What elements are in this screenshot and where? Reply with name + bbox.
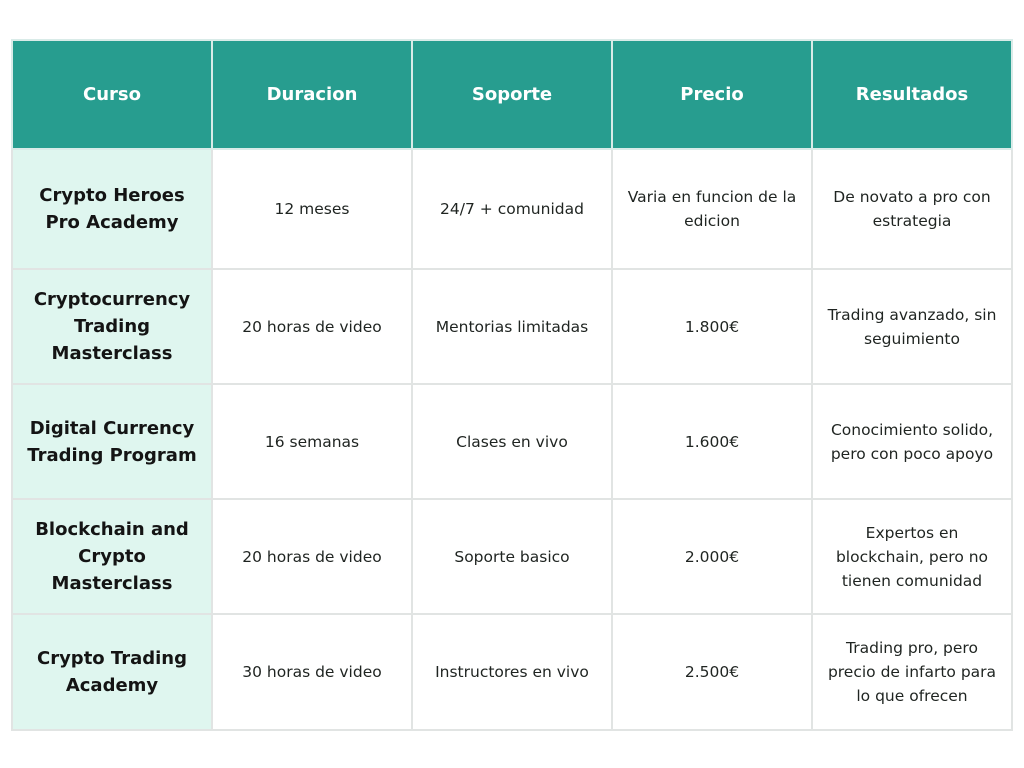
cell-duracion: 16 semanas (212, 384, 412, 499)
header-resultados: Resultados (812, 40, 1012, 149)
cell-soporte: Instructores en vivo (412, 614, 612, 730)
cell-curso: Digital Currency Trading Program (12, 384, 212, 499)
cell-soporte: Mentorias limitadas (412, 269, 612, 384)
header-precio: Precio (612, 40, 812, 149)
table-body (12, 149, 1012, 730)
cell-resultados: Trading pro, pero precio de infarto para lo que ofrecen (812, 614, 1012, 730)
cell-duracion: 30 horas de video (212, 614, 412, 730)
cell-duracion: 20 horas de video (212, 269, 412, 384)
table-row (12, 614, 1012, 730)
cell-curso: Crypto Heroes Pro Academy (12, 149, 212, 269)
header-curso: Curso (12, 40, 212, 149)
cell-precio: 2.500€ (612, 614, 812, 730)
table-row (12, 269, 1012, 384)
table-row (12, 499, 1012, 614)
cell-precio: 2.000€ (612, 499, 812, 614)
cell-duracion: 20 horas de video (212, 499, 412, 614)
course-comparison-table (11, 39, 1013, 731)
table-header (12, 40, 1012, 149)
cell-curso: Blockchain and Crypto Masterclass (12, 499, 212, 614)
cell-soporte: Clases en vivo (412, 384, 612, 499)
cell-soporte: 24/7 + comunidad (412, 149, 612, 269)
table-row (12, 384, 1012, 499)
header-soporte: Soporte (412, 40, 612, 149)
header-duracion: Duracion (212, 40, 412, 149)
cell-precio: Varia en funcion de la edicion (612, 149, 812, 269)
cell-precio: 1.800€ (612, 269, 812, 384)
cell-duracion: 12 meses (212, 149, 412, 269)
cell-resultados: Expertos en blockchain, pero no tienen comunidad (812, 499, 1012, 614)
cell-precio: 1.600€ (612, 384, 812, 499)
cell-curso: Crypto Trading Academy (12, 614, 212, 730)
table-row (12, 149, 1012, 269)
cell-resultados: De novato a pro con estrategia (812, 149, 1012, 269)
cell-curso: Cryptocurrency Trading Masterclass (12, 269, 212, 384)
header-row (12, 40, 1012, 149)
cell-resultados: Trading avanzado, sin seguimiento (812, 269, 1012, 384)
cell-soporte: Soporte basico (412, 499, 612, 614)
comparison-table-container (11, 39, 1013, 731)
cell-resultados: Conocimiento solido, pero con poco apoyo (812, 384, 1012, 499)
